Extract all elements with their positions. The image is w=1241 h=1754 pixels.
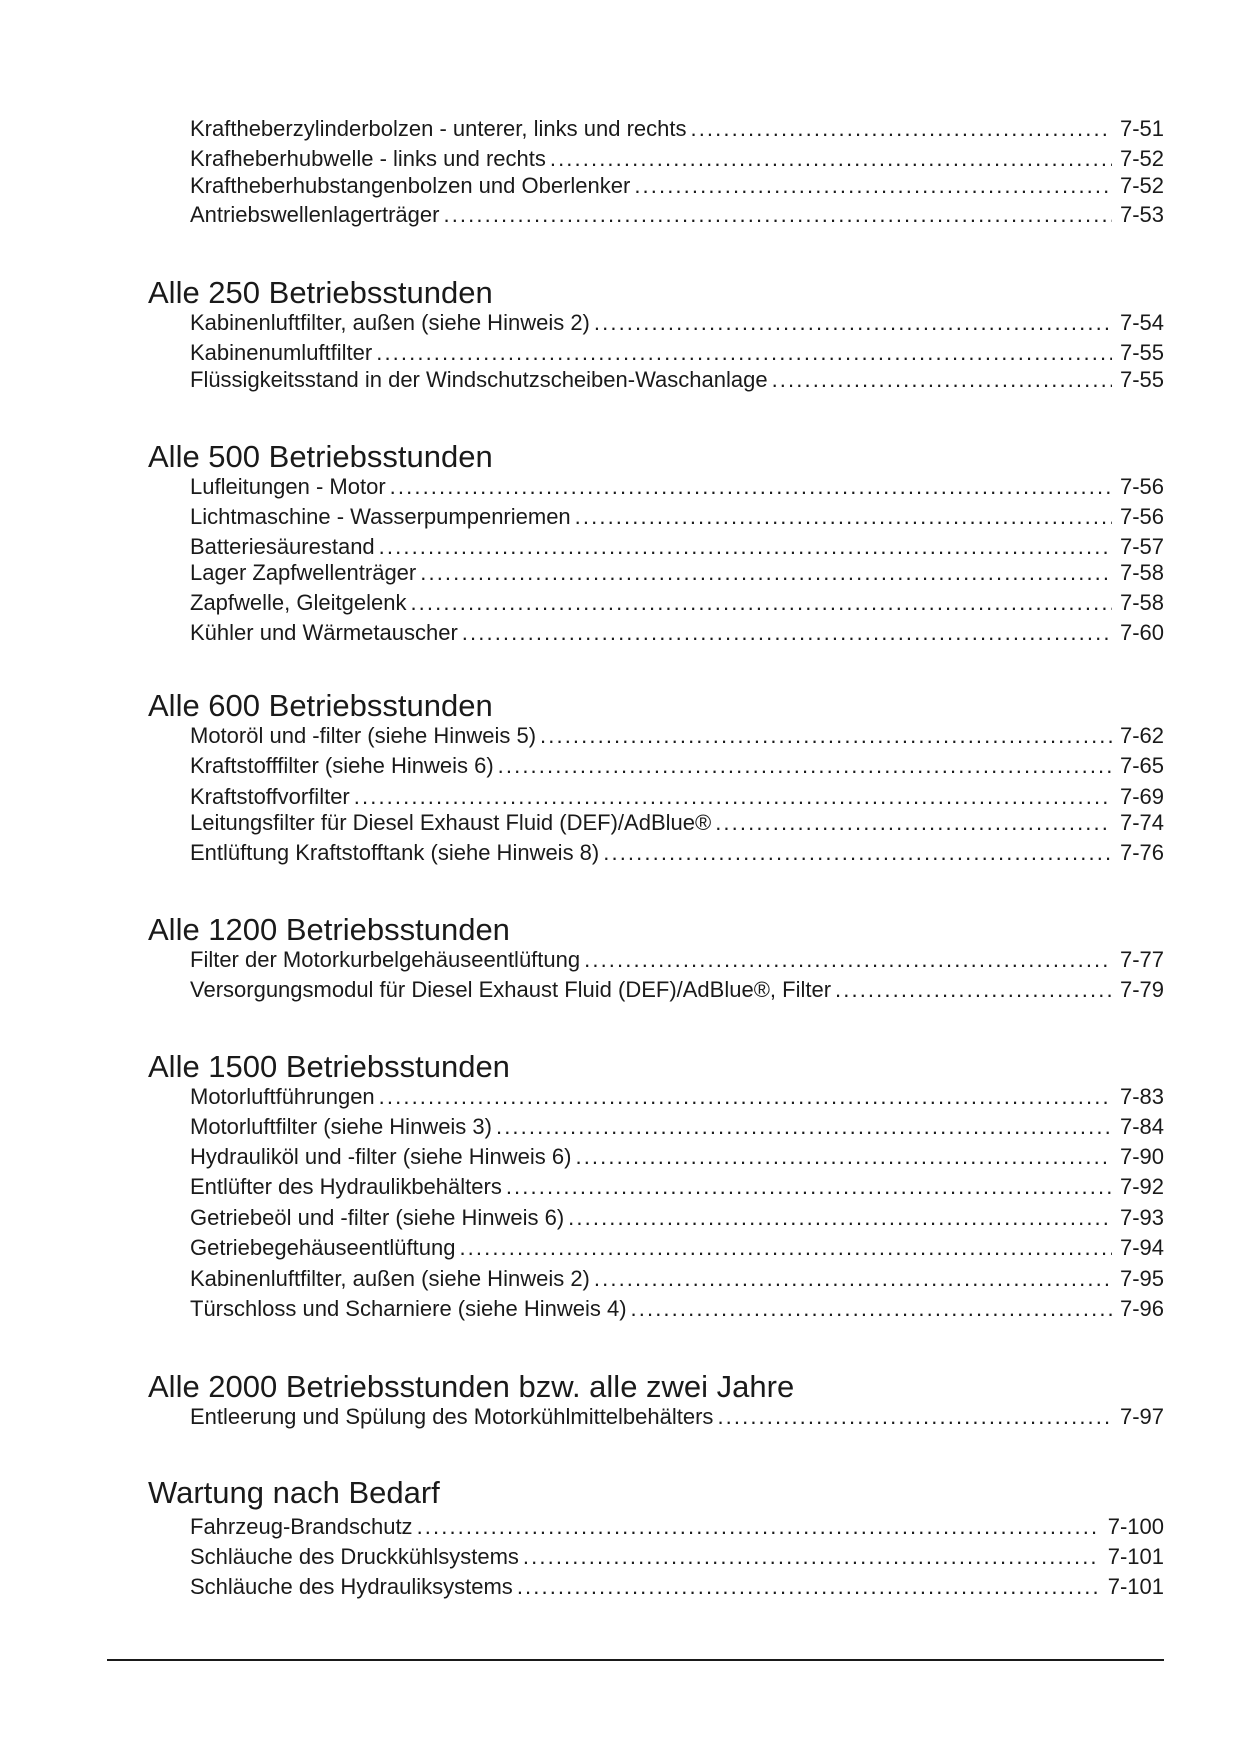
dot-leader xyxy=(594,309,1112,337)
toc-entry-title: Kabinenluftfilter, außen (siehe Hinweis 2) xyxy=(190,310,590,335)
dot-leader xyxy=(772,366,1112,394)
toc-entry[interactable] xyxy=(190,339,1164,367)
toc-entry[interactable] xyxy=(190,1083,1164,1111)
toc-entry[interactable] xyxy=(190,309,1164,337)
dot-leader xyxy=(631,1295,1112,1323)
toc-entry-page: 7-93 xyxy=(1119,1205,1164,1230)
toc-entry[interactable] xyxy=(190,783,1164,811)
toc-entry[interactable] xyxy=(190,1113,1164,1141)
toc-entry-page: 7-96 xyxy=(1119,1296,1164,1321)
toc-entry-page: 7-51 xyxy=(1119,116,1164,141)
toc-entry-page: 7-84 xyxy=(1119,1114,1164,1139)
toc-entry-title: Versorgungsmodul für Diesel Exhaust Fluid (DEF)/AdBlue®, Filter xyxy=(190,977,832,1002)
toc-entry-title: Flüssigkeitsstand in der Windschutzscheiben-Waschanlage xyxy=(190,367,768,392)
toc-entry-page: 7-92 xyxy=(1119,1174,1164,1199)
toc-entry-title: Leitungsfilter für Diesel Exhaust Fluid (DEF)/AdBlue® xyxy=(190,810,712,835)
toc-entry-page: 7-54 xyxy=(1119,310,1164,335)
toc-entry[interactable] xyxy=(190,839,1164,867)
toc-entry-title: Kraftstofffilter (siehe Hinweis 6) xyxy=(190,753,494,778)
toc-entry[interactable] xyxy=(190,1173,1164,1201)
toc-entry-page: 7-97 xyxy=(1119,1404,1164,1429)
toc-entry[interactable] xyxy=(190,559,1164,587)
toc-entry[interactable] xyxy=(190,145,1164,173)
toc-entry[interactable] xyxy=(190,752,1164,780)
toc-entry[interactable] xyxy=(190,722,1164,750)
toc-entry-page: 7-56 xyxy=(1119,474,1164,499)
toc-entry[interactable] xyxy=(190,115,1164,143)
toc-entry-page: 7-95 xyxy=(1119,1266,1164,1291)
dot-leader xyxy=(717,1403,1112,1431)
toc-entry-title: Filter der Motorkurbelgehäuseentlüftung xyxy=(190,947,581,972)
dot-leader xyxy=(390,473,1112,501)
toc-entry-title: Lichtmaschine - Wasserpumpenriemen xyxy=(190,504,571,529)
toc-entry[interactable] xyxy=(190,172,1164,200)
dot-leader xyxy=(506,1173,1112,1201)
dot-leader xyxy=(550,145,1112,173)
toc-entry-title: Krafheberhubwelle - links und rechts xyxy=(190,146,546,171)
toc-entry-title: Kraftheberzylinderbolzen - unterer, links und rechts xyxy=(190,116,687,141)
toc-entry-title: Entlüfter des Hydraulikbehälters xyxy=(190,1174,502,1199)
toc-entry-page: 7-79 xyxy=(1119,977,1164,1002)
dot-leader xyxy=(690,115,1111,143)
dot-leader xyxy=(634,172,1112,200)
toc-entry-page: 7-52 xyxy=(1119,146,1164,171)
section-heading: Alle 1200 Betriebsstunden xyxy=(148,912,510,947)
dot-leader xyxy=(584,946,1112,974)
toc-entry-title: Kabinenluftfilter, außen (siehe Hinweis 2) xyxy=(190,1266,590,1291)
toc-entry-page: 7-52 xyxy=(1119,173,1164,198)
toc-entry-title: Motorluftführungen xyxy=(190,1084,375,1109)
toc-entry-title: Kraftheberhubstangenbolzen und Oberlenker xyxy=(190,173,631,198)
toc-entry-title: Kabinenumluftfilter xyxy=(190,340,373,365)
toc-entry-page: 7-94 xyxy=(1119,1235,1164,1260)
toc-entry-title: Entlüftung Kraftstofftank (siehe Hinweis 8) xyxy=(190,840,600,865)
toc-entry[interactable] xyxy=(190,366,1164,394)
toc-entry-title: Fahrzeug-Brandschutz xyxy=(190,1514,413,1539)
toc-entry[interactable] xyxy=(190,1573,1164,1601)
toc-entry-page: 7-57 xyxy=(1119,534,1164,559)
toc-entry-title: Antriebswellenlagerträger xyxy=(190,202,440,227)
section-heading: Alle 2000 Betriebsstunden bzw. alle zwei Jahre xyxy=(148,1369,795,1404)
toc-entry-page: 7-58 xyxy=(1119,590,1164,615)
toc-entry-page: 7-101 xyxy=(1107,1544,1164,1569)
dot-leader xyxy=(523,1543,1100,1571)
toc-entry[interactable] xyxy=(190,589,1164,617)
toc-entry-title: Lufleitungen - Motor xyxy=(190,474,386,499)
dot-leader xyxy=(498,752,1112,780)
toc-entry-title: Kraftstoffvorfilter xyxy=(190,784,350,809)
dot-leader xyxy=(715,809,1112,837)
dot-leader xyxy=(496,1113,1112,1141)
dot-leader xyxy=(354,783,1112,811)
toc-entry-title: Getriebeöl und -filter (siehe Hinweis 6) xyxy=(190,1205,565,1230)
toc-entry-title: Zapfwelle, Gleitgelenk xyxy=(190,590,407,615)
toc-entry[interactable] xyxy=(190,201,1164,229)
dot-leader xyxy=(594,1265,1112,1293)
toc-entry-page: 7-76 xyxy=(1119,840,1164,865)
toc-entry-page: 7-65 xyxy=(1119,753,1164,778)
toc-entry-page: 7-77 xyxy=(1119,947,1164,972)
toc-entry[interactable] xyxy=(190,533,1164,561)
toc-entry[interactable] xyxy=(190,619,1164,647)
toc-entry-title: Motoröl und -filter (siehe Hinweis 5) xyxy=(190,723,537,748)
toc-entry-title: Türschloss und Scharniere (siehe Hinweis 4) xyxy=(190,1296,627,1321)
toc-entry-title: Lager Zapfwellenträger xyxy=(190,560,417,585)
toc-entry-page: 7-53 xyxy=(1119,202,1164,227)
toc-entry[interactable] xyxy=(190,473,1164,501)
dot-leader xyxy=(603,839,1112,867)
toc-entry[interactable] xyxy=(190,503,1164,531)
toc-entry[interactable] xyxy=(190,1543,1164,1571)
toc-entry[interactable] xyxy=(190,1143,1164,1171)
toc-entry[interactable] xyxy=(190,946,1164,974)
toc-entry[interactable] xyxy=(190,1204,1164,1232)
toc-entry-page: 7-74 xyxy=(1119,810,1164,835)
toc-entry[interactable] xyxy=(190,1513,1164,1541)
section-heading: Alle 500 Betriebsstunden xyxy=(148,439,493,474)
toc-entry-title: Getriebegehäuseentlüftung xyxy=(190,1235,456,1260)
toc-entry-title: Kühler und Wärmetauscher xyxy=(190,620,458,645)
toc-entry-title: Schläuche des Hydrauliksystems xyxy=(190,1574,513,1599)
footer-divider xyxy=(107,1659,1164,1661)
section-heading: Wartung nach Bedarf xyxy=(148,1475,440,1510)
toc-entry-page: 7-60 xyxy=(1119,620,1164,645)
dot-leader xyxy=(575,1143,1111,1171)
toc-entry[interactable] xyxy=(190,976,1164,1004)
toc-entry[interactable] xyxy=(190,1403,1164,1431)
dot-leader xyxy=(379,1083,1112,1111)
dot-leader xyxy=(379,533,1112,561)
dot-leader xyxy=(462,619,1112,647)
toc-entry-page: 7-55 xyxy=(1119,367,1164,392)
dot-leader xyxy=(835,976,1112,1004)
section-heading: Alle 250 Betriebsstunden xyxy=(148,275,493,310)
dot-leader xyxy=(575,503,1112,531)
dot-leader xyxy=(540,722,1112,750)
toc-entry-title: Batteriesäurestand xyxy=(190,534,375,559)
dot-leader xyxy=(459,1234,1112,1262)
dot-leader xyxy=(410,589,1112,617)
toc-entry-page: 7-58 xyxy=(1119,560,1164,585)
section-heading: Alle 600 Betriebsstunden xyxy=(148,688,493,723)
toc-entry-page: 7-56 xyxy=(1119,504,1164,529)
dot-leader xyxy=(417,1513,1100,1541)
toc-entry[interactable] xyxy=(190,1265,1164,1293)
toc-entry-title: Hydrauliköl und -filter (siehe Hinweis 6) xyxy=(190,1144,572,1169)
dot-leader xyxy=(443,201,1111,229)
dot-leader xyxy=(568,1204,1112,1232)
section-heading: Alle 1500 Betriebsstunden xyxy=(148,1049,510,1084)
dot-leader xyxy=(376,339,1112,367)
dot-leader xyxy=(517,1573,1100,1601)
toc-entry[interactable] xyxy=(190,809,1164,837)
dot-leader xyxy=(420,559,1112,587)
toc-entry-title: Motorluftfilter (siehe Hinweis 3) xyxy=(190,1114,492,1139)
toc-entry-page: 7-101 xyxy=(1107,1574,1164,1599)
toc-entry-page: 7-62 xyxy=(1119,723,1164,748)
toc-entry-page: 7-100 xyxy=(1107,1514,1164,1539)
toc-entry-title: Entleerung und Spülung des Motorkühlmittelbehälters xyxy=(190,1404,714,1429)
toc-entry-page: 7-83 xyxy=(1119,1084,1164,1109)
toc-entry[interactable] xyxy=(190,1234,1164,1262)
toc-entry-page: 7-69 xyxy=(1119,784,1164,809)
toc-entry[interactable] xyxy=(190,1295,1164,1323)
toc-entry-page: 7-90 xyxy=(1119,1144,1164,1169)
toc-entry-title: Schläuche des Druckkühlsystems xyxy=(190,1544,519,1569)
toc-entry-page: 7-55 xyxy=(1119,340,1164,365)
